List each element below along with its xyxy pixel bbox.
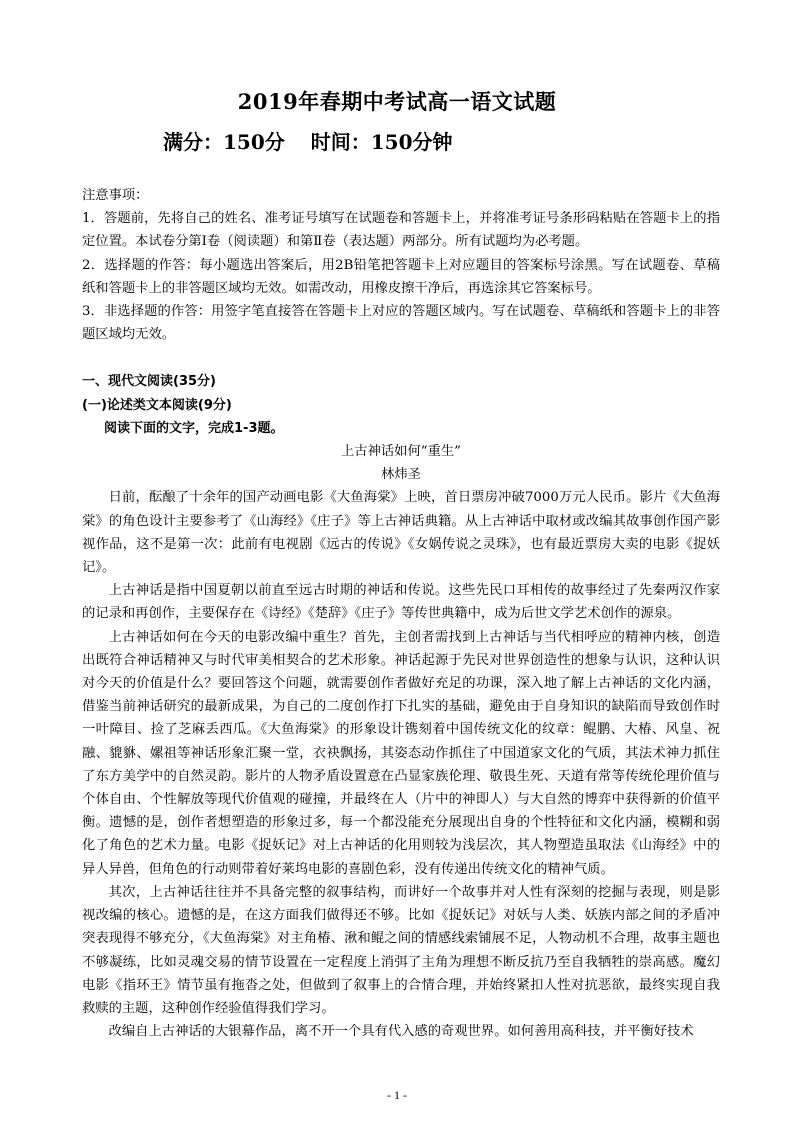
section-heading: 一、现代文阅读(35分) xyxy=(82,374,216,390)
article-paragraph: 日前，酝酿了十余年的国产动画电影《大鱼海棠》上映，首日票房冲破7000万元人民币。影片《大鱼海棠》的角色设计主要参考了《山海经》《庄子》等上古神话典籍。从上古神话中取材或改编其故事创作国产影视作品，这不是第一次：此前有电视剧《远古的传说》《女娲传说之灵珠》，也有最近票房大卖的电影《捉妖记》。 xyxy=(82,490,720,576)
full-score-label: 满分：150分 xyxy=(163,130,285,154)
page-number: - 1 - xyxy=(387,1088,407,1102)
exam-subtitle xyxy=(163,126,453,155)
reading-instruction: 阅读下面的文字，完成1-3题。 xyxy=(104,420,284,436)
notice-item-1: 1．答题前，先将自己的姓名、准考证号填写在试题卷和答题卡上，并将准考证号条形码粘贴在答题卡上的指定位置。本试卷分第Ⅰ卷（阅读题）和第Ⅱ卷（表达题）两部分。所有试题均为必考题。 xyxy=(82,211,720,250)
notice-item-3: 3．非选择题的作答：用签字笔直接答在答题卡上对应的答题区域内。写在试题卷、草稿纸和答题卡上的非答题区域均无效。 xyxy=(82,304,720,343)
article-paragraph: 其次，上古神话往往并不具备完整的叙事结构，而讲好一个故事并对人性有深刻的挖掘与表现，则是影视改编的核心。遗憾的是，在这方面我们做得还不够。比如《捉妖记》对妖与人类、妖族内部之间的矛盾冲突表现得不够充分，《大鱼海棠》对主角椿、湫和鲲之间的情感线索铺展不足，人物动机不合理，故事主题也不够凝练，比如灵魂交易的情节设置在一定程度上消弭了主角为理想不断反抗乃至自我牺牲的崇高感。魔幻电影《指环王》情节虽有拖沓之处，但做到了叙事上的合情合理，并始终紧扣人性对抗恶欲，最终实现自我救赎的主题，这种创作经验值得我们学习。 xyxy=(82,884,720,1016)
exam-title: 2019年春期中考试高一语文试题 xyxy=(237,89,557,114)
article-title: 上古神话如何“重生” xyxy=(341,444,461,460)
notice-heading: 注意事项： xyxy=(82,188,149,203)
section-subheading: (一)论述类文本阅读(9分) xyxy=(82,397,232,413)
article-paragraph: 上古神话如何在今天的电影改编中重生？首先，主创者需找到上古神话与当代相呼应的精神内核，创造出既符合神话精神又与时代审美相契合的艺术形象。神话起源于先民对世界创造性的想象与认识，这种认识对今天的价值是什么？要回答这个问题，就需要创作者做好充足的功课，深入地了解上古神话的文化内涵，借鉴当前神话研究的最新成果，为自己的二度创作打下扎实的基础，避免由于自身知识的缺陷而导致创作时一叶障目、捡了芝麻丢西瓜。《大鱼海棠》的形象设计镌刻着中国传统文化的纹章：鲲鹏、大椿、风皇、祝融、貔貅、嫘祖等神话形象汇聚一堂，衣袂飘扬，其姿态动作抓住了中国道家文化的气质，其法术神力抓住了东方美学中的自然灵韵。影片的人物矛盾设置意在凸显家族伦理、敬畏生死、天道有常等传统伦理价值与个体自由、个性解放等现代价值观的碰撞，并最终在人（片中的神即人）与大自然的博弈中获得新的价值平衡。遗憾的是，创作者想塑造的形象过多，每一个都没能充分展现出自身的个性特征和文化内涵，模糊和弱化了角色的艺术力量。电影《捉妖记》对上古神话的化用则较为浅层次，其人物塑造虽取法《山海经》中的异人异兽，但角色的行动则带着好莱坞电影的喜剧色彩，没有传递出传统文化的精神气质。 xyxy=(82,629,720,877)
article-paragraph: 上古神话是指中国夏朝以前直至远古时期的神话和传说。这些先民口耳相传的故事经过了先秦两汉作家的记录和再创作，主要保存在《诗经》《楚辞》《庄子》等传世典籍中，成为后世文学艺术创作的源泉。 xyxy=(82,583,720,622)
time-label: 时间：150分钟 xyxy=(310,130,453,154)
article-author: 林炜圣 xyxy=(381,467,421,483)
article-paragraph: 改编自上古神话的大银幕作品，离不开一个具有代入感的奇观世界。如何善用高科技，并平衡好技术 xyxy=(108,1024,694,1040)
exam-body xyxy=(82,184,720,1043)
notice-item-2: 2．选择题的作答：每小题选出答案后，用2B铅笔把答题卡上对应题目的答案标号涂黑。写在试题卷、草稿纸和答题卡上的非答题区域均无效。如需改动，用橡皮擦干净后，再选涂其它答案标号。 xyxy=(82,257,720,296)
spacer xyxy=(82,346,720,370)
